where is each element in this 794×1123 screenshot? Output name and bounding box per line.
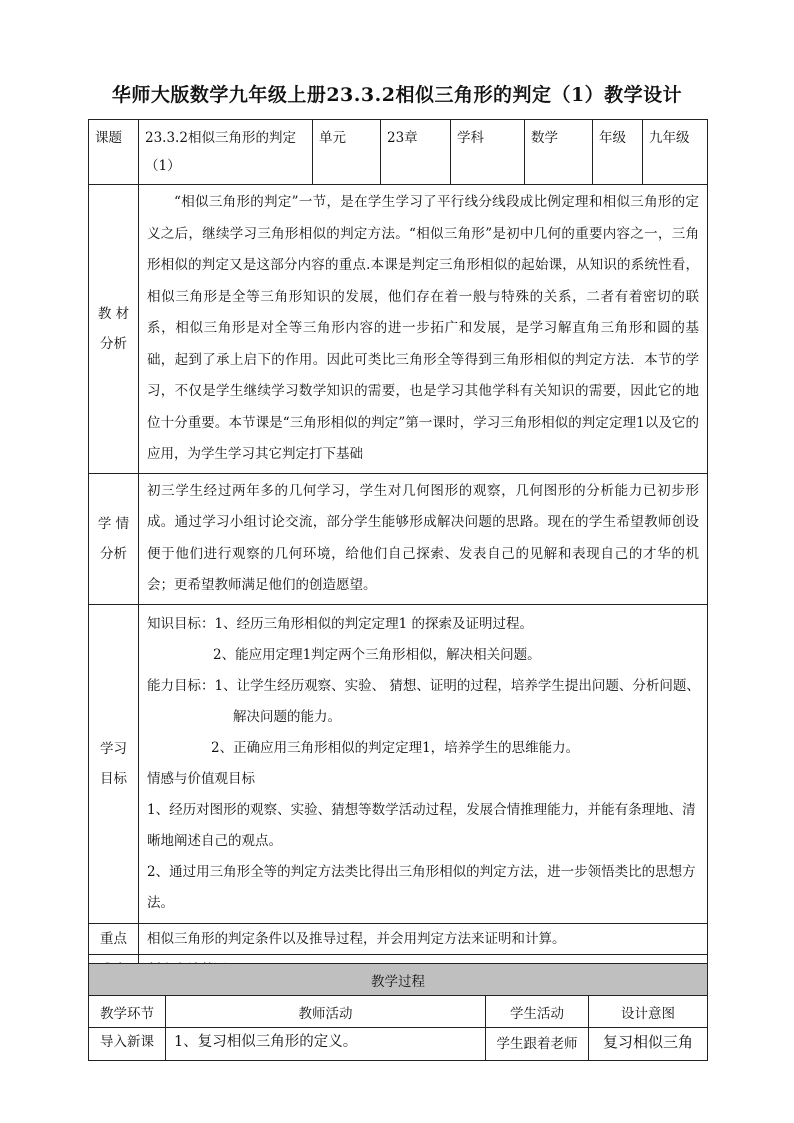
- material-text: “相似三角形的判定”一节，是在学生学习了平行线分线段成比例定理和相似三角形的定义之后，继续学习三角形相似的判定方法。“相似三角形”是初中几何的重要内容之一，三角形相似的判定又是这部分内容的重点.本课是判定三角形相似的起始课，从知识的系统性看，相似三角形是全等三角形知识的发展，他们存在着一般与特殊的关系，二者有着密切的联系，相似三角形是对全等三角形内容的进一步拓广和发展，是学习解直角三角形和圆的基础，起到了承上启下的作用。因此可类比三角形全等得到三角形相似的判定方法．本节的学习，不仅是学生继续学习数学知识的需要，也是学习其他学科有关知识的需要，因此它的地位十分重要。本节课是“三角形相似的判定”第一课时，学习三角形相似的判定定理1以及它的应用，为学生学习其它判定打下基础: [147, 194, 699, 462]
- col-student: 学生活动: [486, 996, 589, 1028]
- info-row: [89, 120, 708, 185]
- unit-value: 23章: [381, 120, 451, 185]
- process-row: [89, 1028, 708, 1061]
- material-label: 教 材 分析: [89, 185, 139, 474]
- col-stage: 教学环节: [89, 996, 166, 1028]
- topic-value: 23.3.2相似三角形的判定（1）: [139, 120, 313, 185]
- row1-teacher: 1、复习相似三角形的定义。: [166, 1028, 486, 1061]
- goal-knowledge-1: 知识目标：1、经历三角形相似的判定定理1 的探索及证明过程。: [147, 615, 533, 632]
- goal-ability-1: 能力目标：1、让学生经历观察、实验、 猜想、证明的过程，培养学生提出问题、分析问题、: [147, 677, 700, 694]
- process-heading: 教学过程: [89, 964, 708, 996]
- row1-stage: 导入新课: [89, 1028, 166, 1061]
- unit-label: 单元: [313, 120, 381, 185]
- key-row: [89, 923, 708, 954]
- students-row: [89, 473, 708, 604]
- goal-emotion-heading: 情感与价值观目标: [147, 770, 255, 787]
- topic-label: 课题: [89, 120, 139, 185]
- goal-knowledge-2: 2、能应用定理1判定两个三角形相似，解决相关问题。: [213, 646, 541, 663]
- learning-goals: [139, 604, 708, 923]
- goal-emotion-1: 1、经历对图形的观察、实验、猜想等数学活动过程，发展合情推理能力，并能有条理地、清晰地阐述自己的观点。: [147, 801, 696, 849]
- material-row: [89, 185, 708, 474]
- row1-intent: 复习相似三角: [589, 1028, 708, 1061]
- grade-value: 九年级: [643, 120, 708, 185]
- students-analysis: [139, 473, 708, 604]
- process-table: [88, 963, 708, 1061]
- goal-ability-1b: 解决问题的能力。: [233, 708, 341, 725]
- subject-label: 学科: [451, 120, 525, 185]
- col-intent: 设计意图: [589, 996, 708, 1028]
- col-teacher: 教师活动: [166, 996, 486, 1028]
- lesson-plan-table: [88, 119, 708, 986]
- students-label: 学 情 分析: [89, 473, 139, 604]
- material-analysis: [139, 185, 708, 474]
- page-title: 华师大版数学九年级上册23.3.2相似三角形的判定（1）教学设计: [111, 84, 683, 106]
- subject-value: 数学: [525, 120, 593, 185]
- goals-row: [89, 604, 708, 923]
- students-text: 初三学生经过两年多的几何学习，学生对几何图形的观察，几何图形的分析能力已初步形成。通过学习小组讨论交流，部分学生能够形成解决问题的思路。现在的学生希望教师创设便于他们进行观察的几何环境，给他们自己探索、发表自己的见解和表现自己的才华的机会；更希望教师满足他们的创造愿望。: [147, 482, 699, 593]
- process-columns-row: [89, 996, 708, 1028]
- grade-label: 年级: [593, 120, 643, 185]
- goal-emotion-2: 2、通过用三角形全等的判定方法类比得出三角形相似的判定方法，进一步领悟类比的思想方法。: [147, 863, 696, 911]
- goal-ability-2: 2、正确应用三角形相似的判定定理1，培养学生的思维能力。: [211, 739, 580, 756]
- process-heading-row: [89, 964, 708, 996]
- key-text: 相似三角形的判定条件以及推导过程，并会用判定方法来证明和计算。: [139, 923, 708, 954]
- key-label: 重点: [89, 923, 139, 954]
- goals-label: 学习 目标: [89, 604, 139, 923]
- row1-student: 学生跟着老师: [486, 1028, 589, 1061]
